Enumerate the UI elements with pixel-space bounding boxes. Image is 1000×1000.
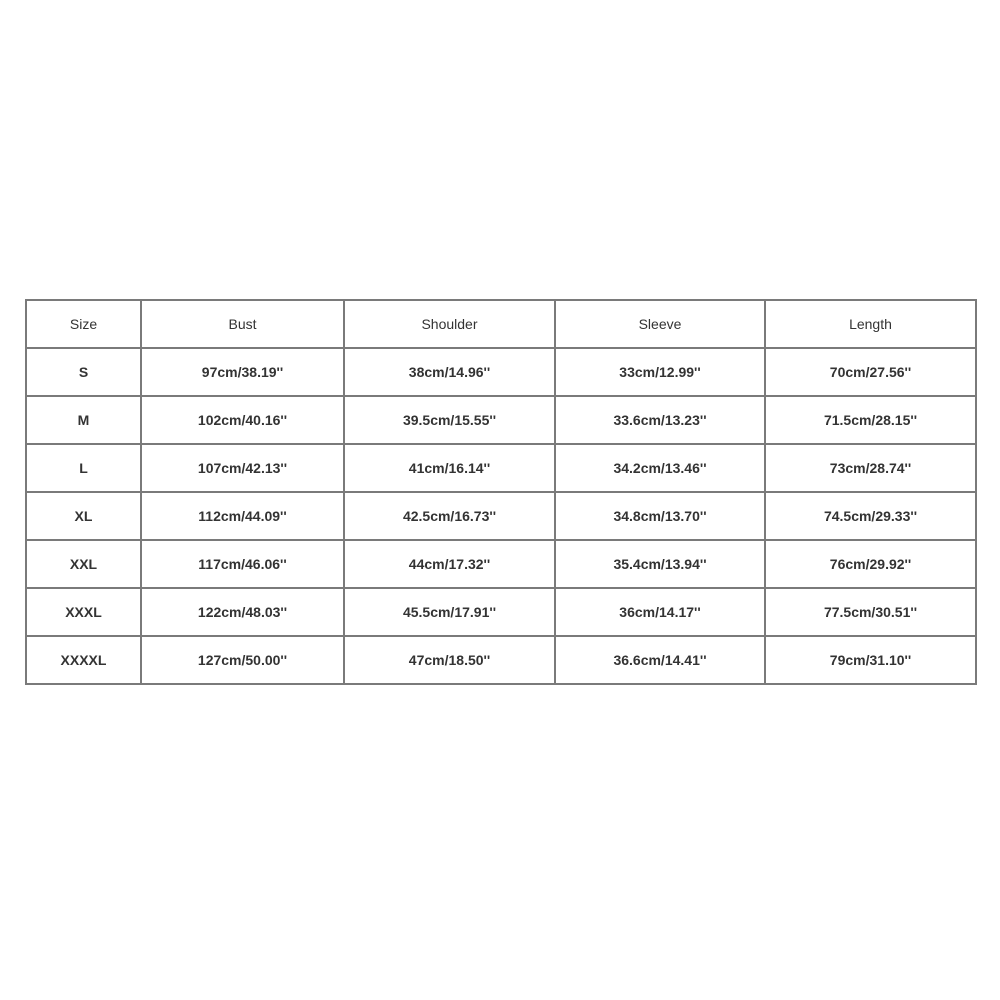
cell-bust: 97cm/38.19'' [141, 348, 344, 396]
cell-bust: 107cm/42.13'' [141, 444, 344, 492]
cell-bust: 117cm/46.06'' [141, 540, 344, 588]
cell-length: 74.5cm/29.33'' [765, 492, 976, 540]
table-row [26, 636, 976, 684]
table-row [26, 588, 976, 636]
cell-sleeve: 33.6cm/13.23'' [555, 396, 765, 444]
cell-bust: 102cm/40.16'' [141, 396, 344, 444]
cell-length: 73cm/28.74'' [765, 444, 976, 492]
header-length: Length [765, 300, 976, 348]
table-row [26, 492, 976, 540]
table-row [26, 444, 976, 492]
cell-shoulder: 41cm/16.14'' [344, 444, 555, 492]
header-sleeve: Sleeve [555, 300, 765, 348]
cell-sleeve: 36.6cm/14.41'' [555, 636, 765, 684]
cell-size: L [26, 444, 141, 492]
cell-length: 79cm/31.10'' [765, 636, 976, 684]
cell-sleeve: 34.2cm/13.46'' [555, 444, 765, 492]
cell-sleeve: 35.4cm/13.94'' [555, 540, 765, 588]
header-bust: Bust [141, 300, 344, 348]
table-row [26, 540, 976, 588]
header-size: Size [26, 300, 141, 348]
cell-size: XL [26, 492, 141, 540]
cell-sleeve: 33cm/12.99'' [555, 348, 765, 396]
cell-bust: 127cm/50.00'' [141, 636, 344, 684]
cell-size: M [26, 396, 141, 444]
cell-size: XXL [26, 540, 141, 588]
table-header-row [26, 300, 976, 348]
cell-shoulder: 45.5cm/17.91'' [344, 588, 555, 636]
cell-bust: 122cm/48.03'' [141, 588, 344, 636]
cell-shoulder: 42.5cm/16.73'' [344, 492, 555, 540]
cell-size: XXXL [26, 588, 141, 636]
cell-length: 76cm/29.92'' [765, 540, 976, 588]
cell-shoulder: 39.5cm/15.55'' [344, 396, 555, 444]
cell-shoulder: 44cm/17.32'' [344, 540, 555, 588]
cell-sleeve: 34.8cm/13.70'' [555, 492, 765, 540]
cell-length: 77.5cm/30.51'' [765, 588, 976, 636]
header-shoulder: Shoulder [344, 300, 555, 348]
cell-shoulder: 47cm/18.50'' [344, 636, 555, 684]
cell-shoulder: 38cm/14.96'' [344, 348, 555, 396]
size-chart-table [25, 299, 977, 685]
cell-sleeve: 36cm/14.17'' [555, 588, 765, 636]
table-row [26, 396, 976, 444]
cell-bust: 112cm/44.09'' [141, 492, 344, 540]
cell-size: S [26, 348, 141, 396]
cell-length: 71.5cm/28.15'' [765, 396, 976, 444]
table-row [26, 348, 976, 396]
cell-size: XXXXL [26, 636, 141, 684]
cell-length: 70cm/27.56'' [765, 348, 976, 396]
